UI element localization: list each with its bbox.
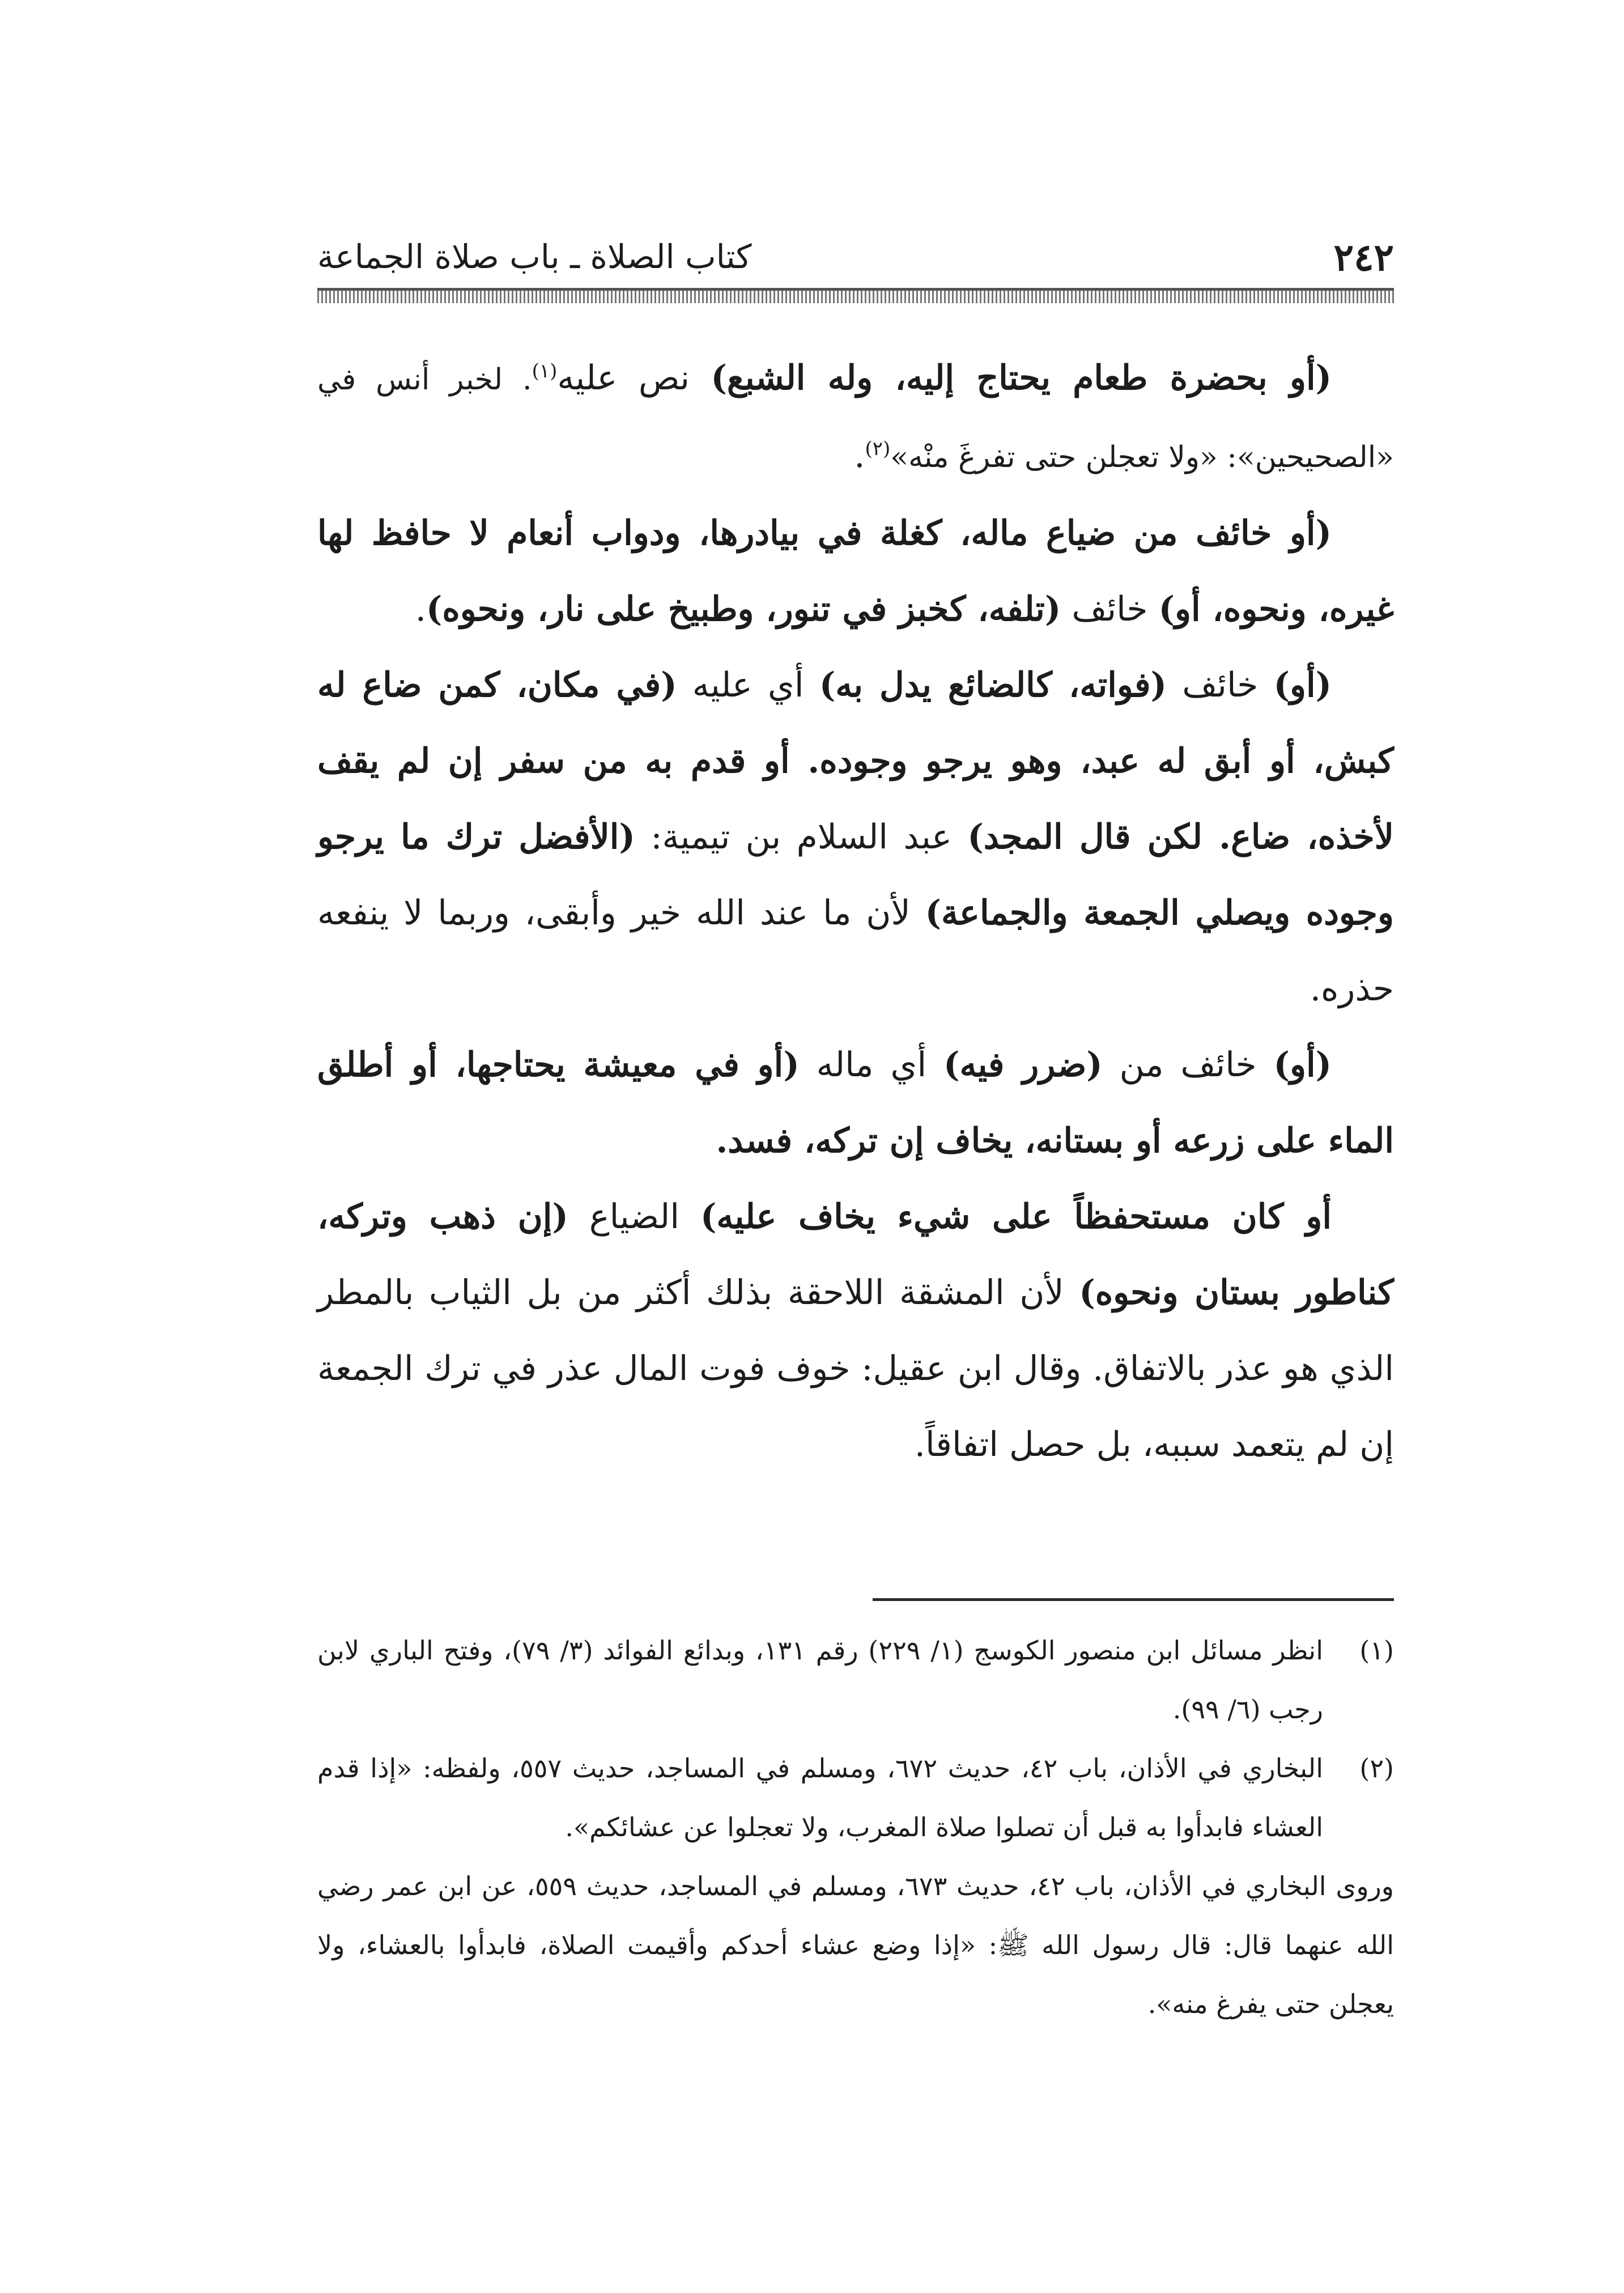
- footnote-divider: [873, 1598, 1394, 1601]
- footnote-ref-1: (١): [532, 360, 558, 383]
- commentary-text: خائف: [1061, 589, 1159, 629]
- footnote-2: [317, 1739, 1394, 1857]
- running-title: كتاب الصلاة ـ باب صلاة الجماعة: [317, 237, 752, 276]
- header-divider: [317, 288, 1394, 303]
- paragraph-5: [317, 1179, 1394, 1483]
- punctuation: .: [854, 436, 865, 475]
- matn-text: (إن ذهب وتركه، كناطور بستان ونحوه): [317, 1197, 1394, 1313]
- matn-text: أو كان مستحفظاً على شيء يخاف عليه): [700, 1197, 1332, 1237]
- matn-text: (الأفضل ترك ما يرجو وجوده ويصلي الجمعة والجماعة): [317, 817, 1394, 933]
- footnote-1: [317, 1621, 1394, 1739]
- matn-text: (في مكان، كمن ضاع له كبش، أو أبق له عبد، وهو يرجو وجوده. أو قدم به من سفر إن لم يقف لأخذه، ضاع. لكن قال المجد): [317, 665, 1394, 857]
- paragraph-2: [317, 495, 1394, 647]
- matn-text: (أو في معيشة يحتاجها، أو أطلق الماء على زرعه أو بستانه، يخاف إن تركه، فسد.: [317, 1045, 1394, 1161]
- matn-text: (أو خائف من ضياع ماله، كغلة في بيادرها، ودواب أنعام لا حافظ لها غيره، ونحوه، أو): [317, 513, 1394, 629]
- matn-text: (ضرر فيه): [943, 1045, 1103, 1085]
- footnote-text: البخاري في الأذان، باب ٤٢، حديث ٦٧٢، ومسلم في المساجد، حديث ٥٥٧، ولفظه: «إذا قدم العشاء فابدأوا به قبل أن تصلوا صلاة المغرب، ولا تعجلوا عن عشائكم».: [317, 1753, 1323, 1842]
- matn-text: (أو): [1273, 1045, 1332, 1085]
- paragraph-3: [317, 647, 1394, 1027]
- paragraph-4: [317, 1027, 1394, 1179]
- commentary-text: أي عليه: [677, 665, 819, 705]
- paragraph-1: [317, 340, 1394, 495]
- commentary-text: أي ماله: [799, 1045, 944, 1085]
- footnote-marker: (١): [1359, 1635, 1394, 1666]
- commentary-text: الضياع: [568, 1197, 700, 1237]
- matn-text: (تلفه، كخبز في تنور، وطبيخ على نار، ونحوه): [426, 589, 1061, 629]
- commentary-text: عبد السلام بن تيمية:: [635, 817, 968, 857]
- punctuation: .: [415, 589, 426, 629]
- page-number: ٢٤٢: [1333, 235, 1394, 279]
- page-header: [317, 230, 1394, 286]
- commentary-text: نص عليه: [557, 358, 711, 398]
- commentary-text: خائف: [1166, 665, 1274, 705]
- commentary-text: خائف من: [1102, 1045, 1274, 1085]
- commentary-text: لأن المشقة اللاحقة بذلك أكثر من بل الثياب بالمطر الذي هو عذر بالاتفاق. وقال ابن عقيل: خوف فوت المال عذر في ترك الجمعة إن لم يتعمد سببه، بل حصل اتفاقاً.: [317, 1273, 1394, 1464]
- footnote-text: انظر مسائل ابن منصور الكوسج (١/ ٢٢٩) رقم ١٣١، وبدائع الفوائد (٣/ ٧٩)، وفتح الباري لابن رجب (٦/ ٩٩).: [317, 1635, 1324, 1725]
- matn-text: (فواته، كالضائع يدل به): [819, 665, 1167, 705]
- footnotes: [317, 1621, 1394, 2033]
- footnote-marker: (٢): [1359, 1753, 1394, 1784]
- main-text: [317, 340, 1394, 1483]
- commentary-text: لأن ما عند الله خير وأبقى، وربما لا ينفعه حذره.: [317, 893, 1394, 1009]
- commentary-text: . لخبر أنس في «الصحيحين»: «ولا تعجلن حتى تفرغَ منْه»: [317, 363, 1394, 474]
- matn-text: (أو بحضرة طعام يحتاج إليه، وله الشبع): [711, 358, 1332, 398]
- footnote-ref-2: (٢): [865, 438, 891, 460]
- matn-text: (أو): [1273, 665, 1332, 705]
- footnote-2-continuation: وروى البخاري في الأذان، باب ٤٢، حديث ٦٧٣، ومسلم في المساجد، حديث ٥٥٩، عن ابن عمر رضي الله عنهما قال: قال رسول الله ﷺ: «إذا وضع عشاء أحدكم وأقيمت الصلاة، فابدأوا بالعشاء، ولا يعجلن حتى يفرغ منه».: [317, 1871, 1394, 2019]
